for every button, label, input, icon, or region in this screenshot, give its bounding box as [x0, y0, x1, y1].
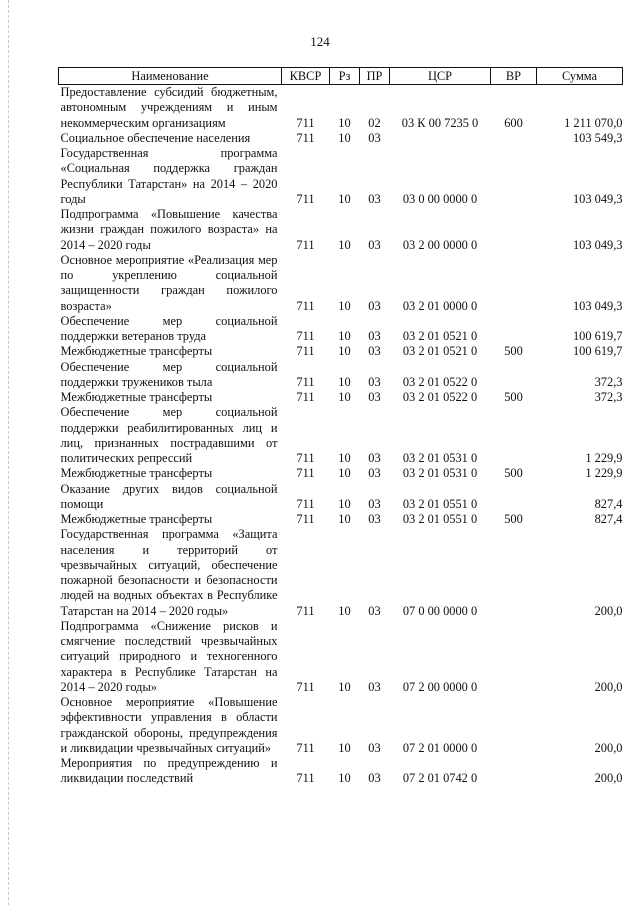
row-vr: [491, 405, 537, 466]
row-pr: 03: [368, 237, 381, 252]
row-rz: 10: [338, 390, 351, 404]
row-csr: 03 0 00 0000 0: [402, 191, 478, 206]
row-kvsr: 711: [296, 130, 315, 145]
row-csr: 07 2 01 0742 0: [402, 771, 478, 786]
header-vr: ВР: [491, 68, 537, 85]
row-rz: 10: [338, 374, 351, 389]
table-row: [59, 314, 623, 345]
scan-margin-line: [8, 0, 9, 905]
row-vr: [491, 146, 537, 207]
row-sum: 1 229,9: [585, 451, 623, 465]
row-csr: 03 2 00 0000 0: [402, 237, 478, 252]
row-name: Обеспечение мер социальной поддержки ветеранов труда: [60, 313, 278, 343]
row-rz: 10: [338, 496, 351, 511]
row-sum: 200,0: [594, 603, 623, 618]
row-rz: 10: [338, 740, 351, 755]
row-vr: [491, 527, 537, 619]
row-name: Основное мероприятие «Реализация мер по укреплению социальной защищенности граждан пожилого возраста»: [60, 252, 278, 313]
table-row: [59, 405, 623, 466]
row-name: Социальное обеспечение населения: [60, 130, 251, 145]
row-name: Обеспечение мер социальной поддержки тружеников тыла: [60, 359, 278, 389]
row-rz: 10: [338, 237, 351, 252]
row-kvsr: 711: [296, 374, 315, 389]
header-name: Наименование: [59, 68, 282, 85]
row-csr: 07 2 01 0000 0: [402, 740, 478, 755]
row-name: Межбюджетные трансферты: [60, 390, 213, 404]
row-sum: 103 049,3: [572, 191, 623, 206]
row-pr: 03: [368, 603, 381, 618]
row-pr: 03: [368, 451, 381, 465]
row-vr: [491, 360, 537, 391]
row-name: Оказание других видов социальной помощи: [60, 481, 278, 511]
row-rz: 10: [338, 329, 351, 343]
table-row: [59, 512, 623, 527]
row-kvsr: 711: [296, 298, 315, 313]
row-csr: 03 2 01 0531 0: [402, 451, 478, 465]
row-name: Основное мероприятие «Повышение эффективности управления в области гражданской обороны, предупреждения и ликвидации чрезвычайных ситуаций»: [60, 695, 278, 755]
row-sum: 200,0: [594, 740, 623, 755]
row-vr: [491, 207, 537, 253]
table-row: [59, 390, 623, 405]
row-pr: 03: [368, 679, 381, 694]
row-sum: 372,3: [594, 390, 623, 404]
row-vr: [491, 756, 537, 787]
row-name: Межбюджетные трансферты: [60, 512, 213, 526]
row-rz: 10: [338, 130, 351, 145]
row-csr: 03 2 01 0551 0: [402, 496, 478, 511]
table-row: [59, 695, 623, 756]
row-pr: 03: [368, 771, 381, 786]
row-kvsr: 711: [296, 466, 315, 481]
row-kvsr: 711: [296, 191, 315, 206]
row-vr: [491, 314, 537, 345]
row-pr: 03: [368, 344, 381, 359]
row-sum: 103 049,3: [572, 237, 623, 252]
table-row: [59, 146, 623, 207]
row-vr: 500: [504, 466, 523, 481]
row-pr: 03: [368, 374, 381, 389]
row-csr: 03 2 01 0521 0: [402, 329, 478, 343]
row-name: Обеспечение мер социальной поддержки реабилитированных лиц и лиц, признанных пострадавшими от политических репрессий: [60, 405, 278, 465]
table-row: [59, 466, 623, 481]
table-row: [59, 756, 623, 787]
row-kvsr: 711: [296, 451, 315, 465]
row-sum: 372,3: [594, 374, 623, 389]
row-csr: 03 2 01 0521 0: [402, 344, 478, 359]
row-rz: 10: [338, 771, 351, 786]
row-kvsr: 711: [296, 115, 315, 130]
row-kvsr: 711: [296, 390, 315, 404]
row-pr: 02: [368, 115, 381, 130]
row-kvsr: 711: [296, 603, 315, 618]
row-kvsr: 711: [296, 740, 315, 755]
row-pr: 03: [368, 191, 381, 206]
row-name: Межбюджетные трансферты: [60, 466, 213, 481]
row-rz: 10: [338, 191, 351, 206]
table-row: [59, 619, 623, 695]
row-vr: 500: [504, 512, 523, 526]
header-rz: Рз: [330, 68, 360, 85]
header-pr: ПР: [360, 68, 390, 85]
row-pr: 03: [368, 298, 381, 313]
row-kvsr: 711: [296, 237, 315, 252]
table-row: [59, 344, 623, 359]
row-sum: 1 211 070,0: [564, 115, 623, 130]
row-rz: 10: [338, 115, 351, 130]
row-kvsr: 711: [296, 329, 315, 343]
row-pr: 03: [368, 496, 381, 511]
row-sum: 103 049,3: [572, 298, 623, 313]
row-csr: 03 2 01 0522 0: [402, 390, 478, 404]
row-pr: 03: [368, 512, 381, 526]
row-kvsr: 711: [296, 679, 315, 694]
row-name: Предоставление субсидий бюджетным, автономным учреждениям и иным некоммерческим организациям: [60, 85, 278, 130]
row-name: Мероприятия по предупреждению и ликвидации последствий: [60, 756, 278, 786]
row-csr: 07 2 00 0000 0: [402, 679, 478, 694]
table-row: [59, 85, 623, 131]
row-rz: 10: [338, 512, 351, 526]
row-vr: 500: [504, 390, 523, 404]
page-number: 124: [310, 34, 330, 49]
row-vr: 600: [504, 115, 523, 130]
row-csr: 03 2 01 0531 0: [402, 466, 478, 481]
row-sum: 827,4: [594, 496, 623, 511]
header-sum: Сумма: [537, 68, 623, 85]
table-row: [59, 207, 623, 253]
row-csr: 07 0 00 0000 0: [402, 603, 478, 618]
table-header-row: [59, 68, 623, 85]
row-kvsr: 711: [296, 512, 315, 526]
row-rz: 10: [338, 451, 351, 465]
row-csr: 03 К 00 7235 0: [401, 115, 479, 130]
row-kvsr: 711: [296, 344, 315, 359]
row-vr: [491, 482, 537, 513]
row-csr: 03 2 01 0551 0: [402, 512, 478, 526]
table-row: [59, 527, 623, 619]
row-vr: [491, 695, 537, 756]
row-kvsr: 711: [296, 771, 315, 786]
row-sum: 103 549,3: [572, 130, 623, 145]
row-rz: 10: [338, 298, 351, 313]
budget-table: [58, 67, 623, 787]
table-row: [59, 131, 623, 146]
table-row: [59, 253, 623, 314]
header-kvsr: КВСР: [282, 68, 330, 85]
row-sum: 1 229,9: [585, 466, 623, 481]
row-pr: 03: [368, 329, 381, 343]
header-csr: ЦСР: [390, 68, 491, 85]
row-pr: 03: [368, 390, 381, 404]
row-kvsr: 711: [296, 496, 315, 511]
row-csr: 03 2 01 0522 0: [402, 374, 478, 389]
row-rz: 10: [338, 603, 351, 618]
row-name: Межбюджетные трансферты: [60, 344, 213, 359]
row-pr: 03: [368, 130, 381, 145]
table-row: [59, 360, 623, 391]
row-csr: 03 2 01 0000 0: [402, 298, 478, 313]
row-vr: [491, 619, 537, 695]
row-name: Государственная программа «Социальная поддержка граждан Республики Татарстан» на 2014 – 2020 годы: [60, 146, 278, 206]
row-name: Подпрограмма «Снижение рисков и смягчение последствий чрезвычайных ситуаций природного и техногенного характера в Республике Татарстан на 2014 – 2020 годы»: [60, 618, 278, 694]
table-row: [59, 482, 623, 513]
row-vr: [491, 253, 537, 314]
row-sum: 200,0: [594, 679, 623, 694]
row-name: Подпрограмма «Повышение качества жизни граждан пожилого возраста» на 2014 – 2020 годы: [60, 207, 278, 252]
row-rz: 10: [338, 679, 351, 694]
row-csr: [390, 131, 491, 146]
row-name: Государственная программа «Защита населения и территорий от чрезвычайных ситуаций, обеспечение пожарной безопасности и безопасности людей на водных объектах в Республике Татарстан на 2014 – 2020 годы»: [60, 527, 278, 618]
row-pr: 03: [368, 466, 381, 481]
row-rz: 10: [338, 466, 351, 481]
row-vr: 500: [504, 344, 523, 359]
row-sum: 200,0: [594, 771, 623, 786]
row-sum: 827,4: [594, 512, 623, 526]
row-sum: 100 619,7: [572, 329, 623, 343]
row-sum: 100 619,7: [572, 344, 623, 359]
row-rz: 10: [338, 344, 351, 359]
row-vr: [491, 131, 537, 146]
row-pr: 03: [368, 740, 381, 755]
